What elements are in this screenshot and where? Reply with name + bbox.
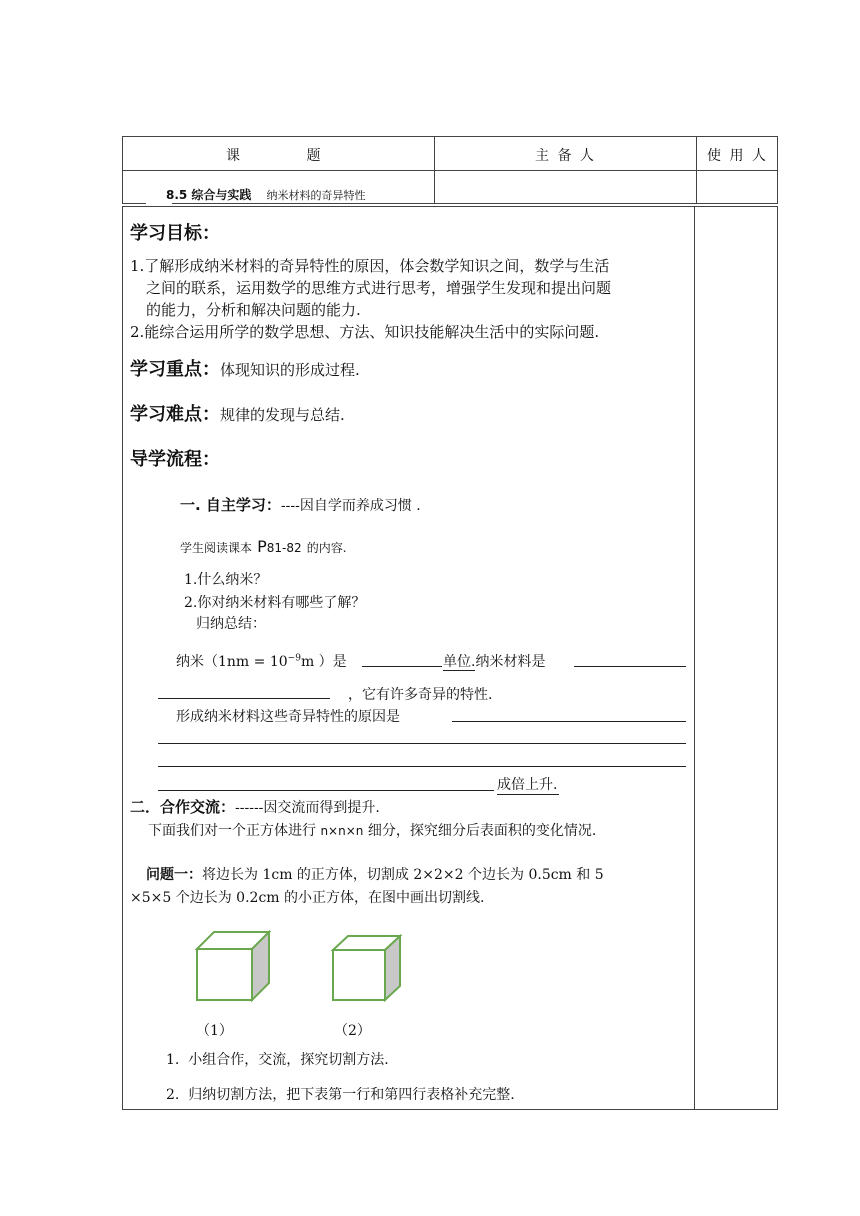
key-point	[130, 355, 360, 381]
fill-1-mid	[443, 651, 545, 671]
intro-prefix: 下面我们对一个正方体进行	[148, 823, 316, 839]
unit-word: 单位.	[443, 654, 476, 670]
rule-header-bottom	[122, 170, 778, 171]
cube-2-front-face	[333, 950, 385, 1000]
key-point-heading: 学习重点：	[130, 359, 220, 380]
part2-intro	[148, 820, 596, 840]
problem-1-line-1	[146, 864, 604, 884]
rule-body-right	[777, 206, 778, 1109]
part2-heading: 二．合作交流：	[130, 798, 236, 816]
reading-page-p: P	[257, 537, 267, 556]
key-point-text: 体现知识的形成过程.	[220, 361, 360, 379]
question-1: 1.什么纳米？	[184, 572, 268, 588]
part2-tagline: ------因交流而得到提升.	[235, 800, 380, 816]
header-user-label: 使 用 人	[707, 148, 768, 164]
difficulty	[130, 400, 345, 426]
reading-instruction	[180, 537, 347, 556]
question-2: 2.你对纳米材料有哪些了解？	[184, 595, 366, 611]
rule-body-mid	[694, 206, 695, 1109]
blank-6[interactable]	[158, 766, 686, 767]
step-1: 1. 小组合作，交流，探究切割方法.	[166, 1052, 389, 1068]
step-2: 2. 归纳切割方法，把下表第一行和第四行表格补充完整.	[166, 1087, 515, 1103]
problem-1-text: 将边长为 1cm 的正方体，切割成 2×2×2 个边长为 0.5cm 和 5	[202, 867, 604, 883]
rule-mid1	[434, 136, 435, 203]
lesson-number: 8.5 综合与实践	[166, 188, 252, 202]
intro-suffix: 细分，探究细分后表面积的变化情况.	[367, 823, 597, 839]
problem-1-label: 问题一：	[146, 867, 202, 883]
blank-1[interactable]	[362, 666, 442, 667]
rule-body-bottom	[122, 1109, 778, 1110]
goal-2: 2.能综合运用所学的数学思想、方法、知识技能解决生活中的实际问题.	[130, 323, 600, 341]
cube-1-front-face	[197, 949, 252, 1000]
rule-body-left	[122, 206, 123, 1109]
intro-nxn: n×n×n	[320, 824, 364, 838]
reading-suffix: 的内容.	[306, 541, 347, 555]
figure-2-caption: （2）	[334, 1023, 371, 1039]
exponent: −9	[287, 653, 301, 664]
rule-right-top	[777, 136, 778, 203]
header-lesson-label: 课 题	[226, 148, 323, 164]
difficulty-text: 规律的发现与总结.	[220, 406, 345, 424]
summary-label: 归纳总结：	[196, 616, 266, 632]
cube-figure-1	[194, 929, 274, 1003]
rule-top	[122, 136, 778, 137]
rule-body-top	[122, 206, 778, 207]
lesson-title-cell	[166, 184, 366, 203]
goals-heading: 学习目标：	[130, 223, 220, 244]
part1-heading: 一. 自主学习：	[180, 496, 281, 514]
goal-1-line-3: 的能力，分析和解决问题的能力.	[146, 301, 361, 319]
rule-title-bottom	[172, 203, 778, 204]
lesson-title: 纳米材料的奇异特性	[266, 189, 366, 202]
part1-tagline: ----因自学而养成习惯 .	[280, 498, 421, 514]
nanometer-definition: 纳米（1nm = 10	[176, 654, 288, 670]
difficulty-heading: 学习难点：	[130, 404, 220, 425]
cube-figure-2	[330, 933, 404, 1003]
rule-left-top	[122, 136, 123, 203]
fill-1-prefix	[176, 651, 347, 671]
blank-4[interactable]	[452, 721, 686, 722]
nanomaterial-is: 纳米材料是	[475, 654, 546, 670]
flow-heading: 导学流程：	[130, 449, 220, 470]
reading-prefix: 学生阅读课本	[180, 541, 253, 555]
blank-7[interactable]	[158, 790, 494, 791]
fill-2-tail: ，它有许多奇异的特性.	[348, 687, 493, 703]
part2-heading-row	[130, 796, 380, 817]
rule-title-bottom-left	[122, 203, 146, 204]
nanometer-unit: m ）是	[300, 654, 347, 670]
figure-1-caption: （1）	[196, 1023, 233, 1039]
problem-1-line-2: ×5×5 个边长为 0.2cm 的小正方体，在图中画出切割线.	[130, 890, 485, 906]
part1-heading-row	[180, 494, 421, 515]
blank-5[interactable]	[158, 743, 686, 744]
goal-1-line-2: 之间的联系，运用数学的思维方式进行思考，增强学生发现和提出问题	[146, 279, 612, 297]
fill-3-prefix: 形成纳米材料这些奇异特性的原因是	[176, 709, 400, 725]
goal-1-line-1: 1.了解形成纳米材料的奇异特性的原因，体会数学知识之间，数学与生活	[130, 257, 610, 275]
rule-mid2	[696, 136, 697, 203]
blank-2[interactable]	[574, 666, 686, 667]
fill-3-end: 成倍上升.	[497, 774, 559, 795]
blank-3[interactable]	[158, 698, 330, 699]
reading-pages: 81-82	[266, 541, 302, 555]
header-preparer-label: 主 备 人	[535, 148, 596, 164]
